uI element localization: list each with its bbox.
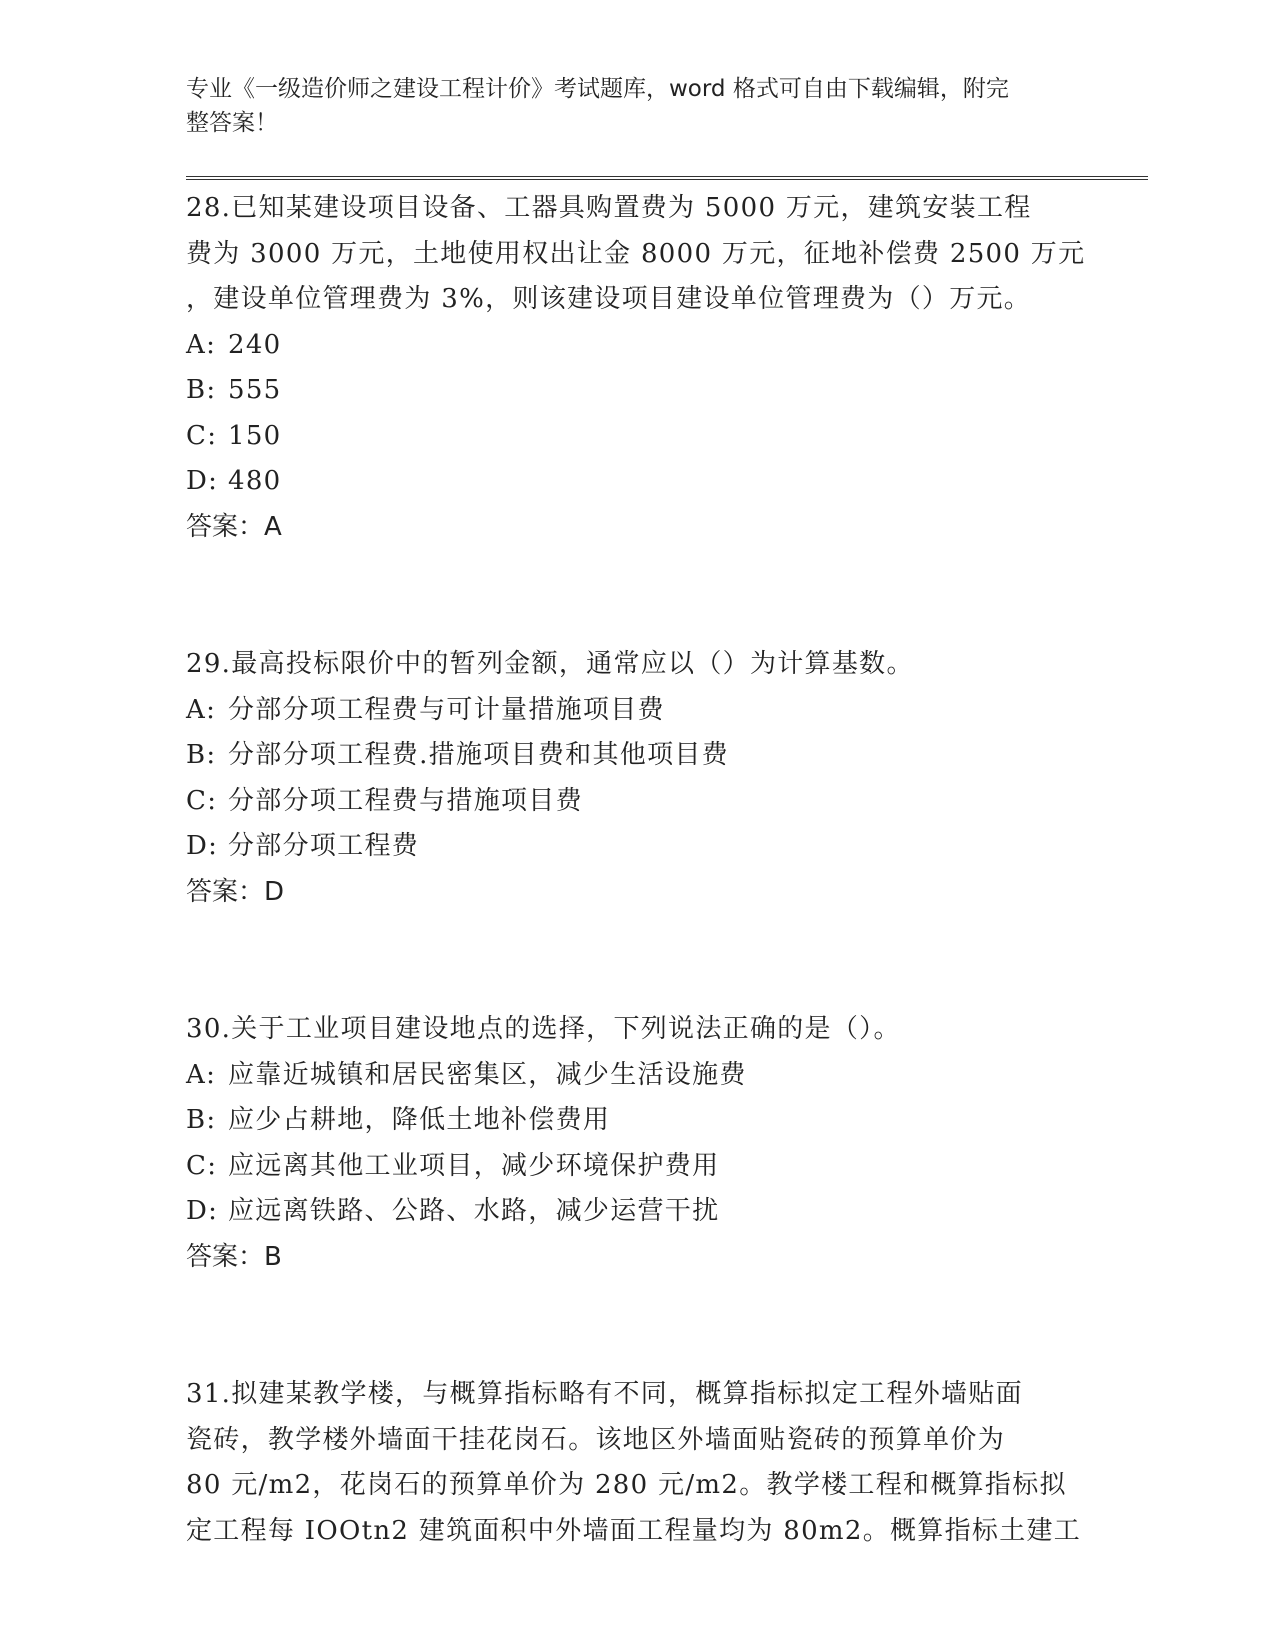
option-letter: B: (186, 740, 217, 770)
option-a (186, 1053, 1086, 1099)
option-text: 应远离其他工业项目，减少环境保护费用 (228, 1150, 720, 1181)
option-b (186, 1098, 1086, 1144)
option-text: 应远离铁路、公路、水路，减少运营干扰 (228, 1196, 720, 1226)
option-c (186, 414, 1086, 460)
option-text: 240 (228, 329, 282, 360)
option-d (186, 459, 1086, 505)
stem-line: 28.已知某建设项目设备、工器具购置费为 5000 万元，建筑安装工程 (186, 193, 1032, 223)
question-list (186, 186, 1086, 1554)
option-text: 分部分项工程费 (228, 831, 420, 861)
option-letter: A: (186, 329, 217, 360)
stem-line: 31.拟建某教学楼，与概算指标略有不同，概算指标拟定工程外墙贴面 (186, 1379, 1023, 1409)
option-letter: D: (186, 831, 219, 861)
question-stem (186, 1372, 1086, 1554)
stem-line: 定工程每 IOOtn2 建筑面积中外墙面工程量均为 80m2。概算指标土建工 (186, 1515, 1082, 1546)
answer-line: 答案：D (186, 876, 285, 907)
option-c (186, 779, 1086, 825)
option-a (186, 688, 1086, 734)
question-30 (186, 1007, 1086, 1280)
option-text: 应少占耕地，降低土地补偿费用 (228, 1105, 611, 1135)
option-b (186, 733, 1086, 779)
option-d (186, 1189, 1086, 1235)
question-29 (186, 642, 1086, 915)
question-stem (186, 642, 1086, 688)
option-text: 应靠近城镇和居民密集区，减少生活设施费 (228, 1059, 747, 1090)
option-text: 480 (228, 466, 282, 496)
stem-line: ，建设单位管理费为 3%，则该建设项目建设单位管理费为（）万元。 (186, 284, 1032, 314)
question-stem (186, 186, 1086, 323)
page-header (186, 72, 1076, 140)
question-31 (186, 1372, 1086, 1554)
option-text: 150 (228, 420, 282, 451)
option-letter: C: (186, 1150, 218, 1181)
stem-line: 80 元/m2，花岗石的预算单价为 280 元/m2。教学楼工程和概算指标拟 (186, 1470, 1067, 1500)
option-letter: B: (186, 1105, 217, 1135)
option-d (186, 824, 1086, 870)
header-line-2: 整答案！ (186, 110, 278, 136)
option-letter: A: (186, 1059, 217, 1090)
option-text: 555 (228, 375, 282, 405)
option-a (186, 323, 1086, 369)
question-stem (186, 1007, 1086, 1053)
stem-line: 30.关于工业项目建设地点的选择，下列说法正确的是（）。 (186, 1014, 901, 1044)
option-letter: B: (186, 375, 217, 405)
option-c (186, 1144, 1086, 1190)
header-divider (186, 176, 1148, 180)
option-letter: D: (186, 1196, 219, 1226)
answer-line: 答案：B (186, 1241, 282, 1272)
stem-line: 费为 3000 万元，土地使用权出让金 8000 万元，征地补偿费 2500 万元 (186, 238, 1086, 269)
header-line-1: 专业《一级造价师之建设工程计价》考试题库，word 格式可自由下载编辑，附完 (186, 76, 1009, 102)
question-28 (186, 186, 1086, 550)
option-letter: C: (186, 420, 218, 451)
stem-line: 29.最高投标限价中的暂列金额，通常应以（）为计算基数。 (186, 649, 914, 679)
option-text: 分部分项工程费与措施项目费 (228, 785, 583, 816)
answer-line: 答案：A (186, 511, 282, 542)
option-letter: C: (186, 785, 218, 816)
option-text: 分部分项工程费与可计量措施项目费 (228, 694, 665, 725)
stem-line: 瓷砖，教学楼外墙面干挂花岗石。该地区外墙面贴瓷砖的预算单价为 (186, 1424, 1006, 1455)
option-letter: A: (186, 694, 217, 725)
option-text: 分部分项工程费.措施项目费和其他项目费 (228, 740, 729, 770)
option-b (186, 368, 1086, 414)
option-letter: D: (186, 466, 219, 496)
